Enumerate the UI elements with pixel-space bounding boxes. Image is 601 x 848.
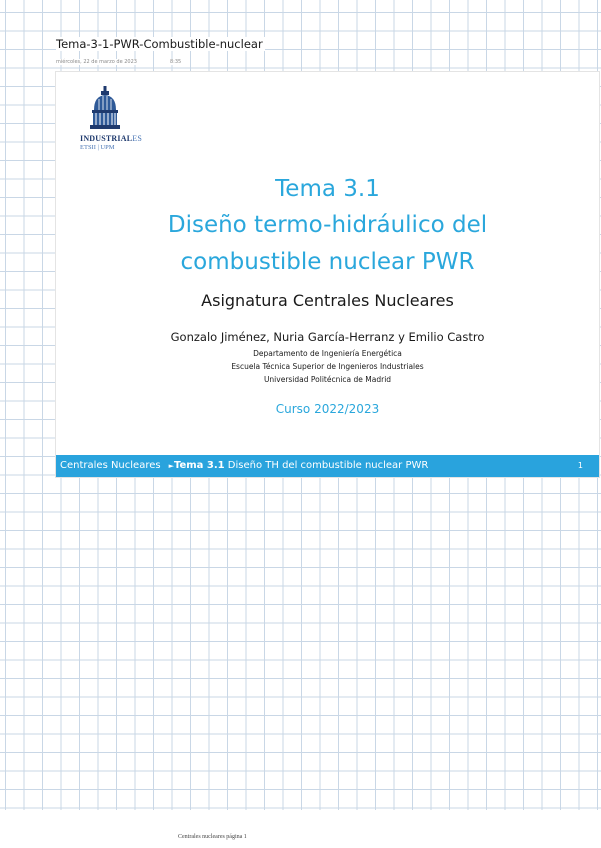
note-date: miércoles, 22 de marzo de 2023 xyxy=(56,59,140,65)
affiliation-university: Universidad Politécnica de Madrid xyxy=(263,375,392,384)
slide-number: 1 xyxy=(577,461,583,470)
slide-title-line-1: Tema 3.1 xyxy=(275,176,380,202)
footer-course-name: Centrales Nucleares xyxy=(60,460,161,471)
slide-authors: Gonzalo Jiménez, Nuria García-Herranz y Emilio Castro xyxy=(170,330,485,344)
footer-topic-number: Tema 3.1 xyxy=(173,460,225,471)
slide-footer-bar xyxy=(56,455,599,477)
slide-title-line-3: combustible nuclear PWR xyxy=(180,249,475,275)
slide-subtitle: Asignatura Centrales Nucleares xyxy=(201,291,454,310)
note-title: Tema-3-1-PWR-Combustible-nuclear xyxy=(56,37,263,51)
arrow-right-icon: ► xyxy=(168,462,174,470)
footer-topic-title: Diseño TH del combustible nuclear PWR xyxy=(224,460,429,471)
university-logo xyxy=(78,86,158,156)
affiliation-department: Departamento de Ingeniería Energética xyxy=(253,349,402,358)
page-footer: Centrales nucleares página 1 xyxy=(178,834,247,840)
slide xyxy=(56,72,599,477)
affiliation-school: Escuela Técnica Superior de Ingenieros Industriales xyxy=(231,362,424,371)
logo-wordmark: INDUSTRIALES xyxy=(80,134,142,143)
page-bottom-margin xyxy=(0,810,601,848)
note-time: 8:35 xyxy=(170,59,182,65)
slide-title-line-2: Diseño termo-hidráulico del xyxy=(167,212,488,238)
logo-subtitle: ETSII | UPM xyxy=(80,144,115,151)
footer-breadcrumb xyxy=(60,460,428,471)
course-year: Curso 2022/2023 xyxy=(275,402,380,416)
dome-logo-icon xyxy=(90,86,120,132)
